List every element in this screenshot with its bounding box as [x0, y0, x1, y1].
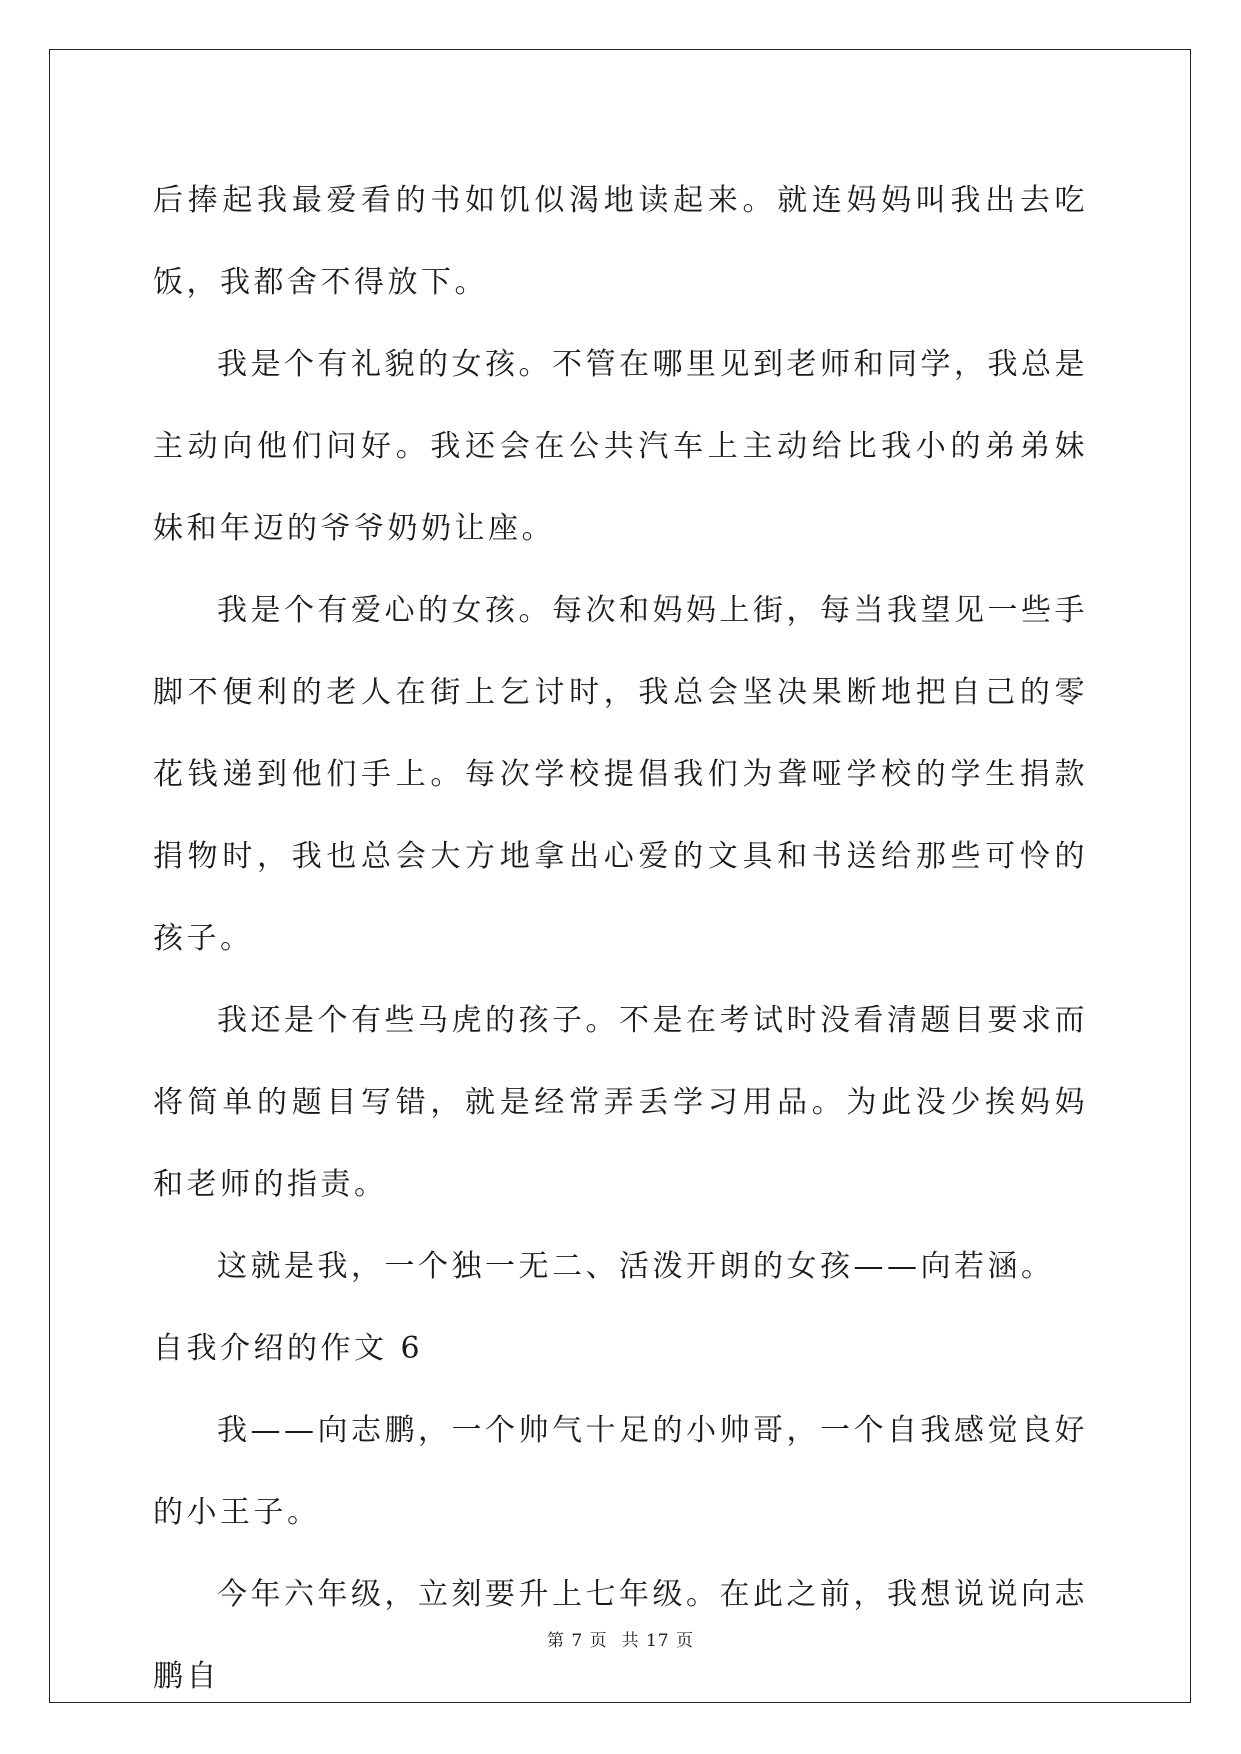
page-footer [0, 1626, 1241, 1651]
paragraph: 今年六年级，立刻要升上七年级。在此之前，我想说说向志鹏自 [153, 1577, 1088, 1694]
paragraph: 我——向志鹏，一个帅气十足的小帅哥，一个自我感觉良好的小王子。 [153, 1413, 1088, 1530]
paragraph: 我还是个有些马虎的孩子。不是在考试时没看清题目要求而将简单的题目写错，就是经常弄丢学习用品。为此没少挨妈妈和老师的指责。 [153, 1003, 1088, 1202]
paragraph-continuation: 后捧起我最爱看的书如饥似渴地读起来。就连妈妈叫我出去吃饭，我都舍不得放下。 [153, 183, 1088, 300]
paragraph: 这就是我，一个独一无二、活泼开朗的女孩——向若涵。 [217, 1249, 1055, 1284]
page-total: 共 17 页 [621, 1631, 695, 1651]
page-number: 第 7 页 [546, 1631, 608, 1651]
document-body [153, 160, 1088, 1718]
paragraph: 我是个有礼貌的女孩。不管在哪里见到老师和同学，我总是主动向他们问好。我还会在公共汽车上主动给比我小的弟弟妹妹和年迈的爷爷奶奶让座。 [153, 347, 1088, 546]
section-heading: 自我介绍的作文 6 [153, 1331, 424, 1366]
paragraph: 我是个有爱心的女孩。每次和妈妈上街，每当我望见一些手脚不便利的老人在街上乞讨时，我总会坚决果断地把自己的零花钱递到他们手上。每次学校提倡我们为聋哑学校的学生捐款捐物时，我也总会大方地拿出心爱的文具和书送给那些可怜的孩子。 [153, 593, 1088, 956]
